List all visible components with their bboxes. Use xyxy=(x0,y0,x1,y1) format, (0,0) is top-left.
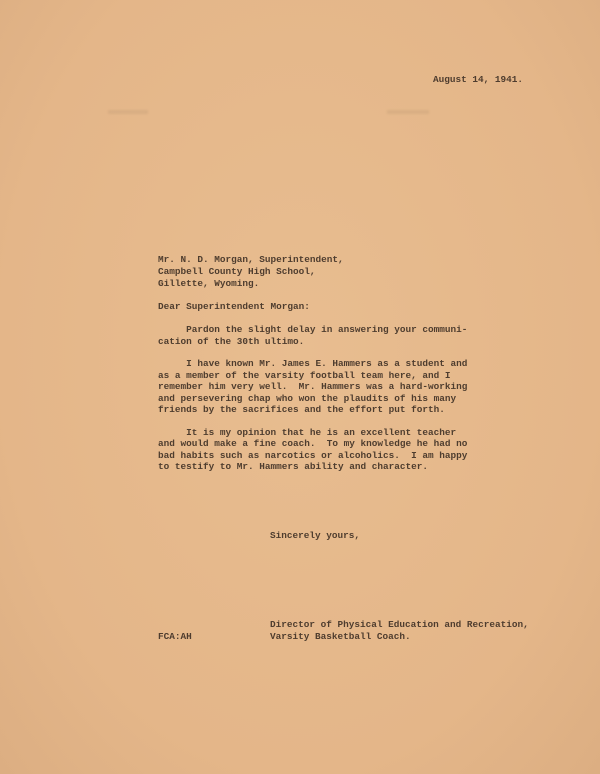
letter-date: August 14, 1941. xyxy=(433,74,524,85)
paragraph-line: bad habits such as narcotics or alcoholics. I am happy xyxy=(158,450,468,461)
paragraph-line: and would make a fine coach. To my knowledge he had no xyxy=(158,438,468,449)
paragraph-line: friends by the sacrifices and the effort put forth. xyxy=(158,404,445,415)
paragraph-line: I have known Mr. James E. Hammers as a student and xyxy=(158,358,468,369)
faded-mark xyxy=(387,110,429,114)
paragraph-line: to testify to Mr. Hammers ability and character. xyxy=(158,461,429,472)
addressee-line: Gillette, Wyoming. xyxy=(158,278,260,289)
paragraph-line: cation of the 30th ultimo. xyxy=(158,336,305,347)
salutation: Dear Superintendent Morgan: xyxy=(158,301,310,312)
paragraph-line: as a member of the varsity football team here, and I xyxy=(158,370,451,381)
closing: Sincerely yours, xyxy=(270,530,361,541)
signature-title-line: Varsity Basketball Coach. xyxy=(270,631,411,642)
addressee-line: Mr. N. D. Morgan, Superintendent, xyxy=(158,254,344,265)
faded-mark xyxy=(108,110,148,114)
paragraph-line: and persevering chap who won the plaudits of his many xyxy=(158,393,457,404)
paragraph-line: It is my opinion that he is an excellent teacher xyxy=(158,427,457,438)
paragraph-line: Pardon the slight delay in answering your communi- xyxy=(158,324,468,335)
addressee-line: Campbell County High School, xyxy=(158,266,316,277)
signature-title-line: Director of Physical Education and Recreation, xyxy=(270,619,529,630)
paragraph-line: remember him very well. Mr. Hammers was a hard-working xyxy=(158,381,468,392)
reference-initials: FCA:AH xyxy=(158,631,192,642)
